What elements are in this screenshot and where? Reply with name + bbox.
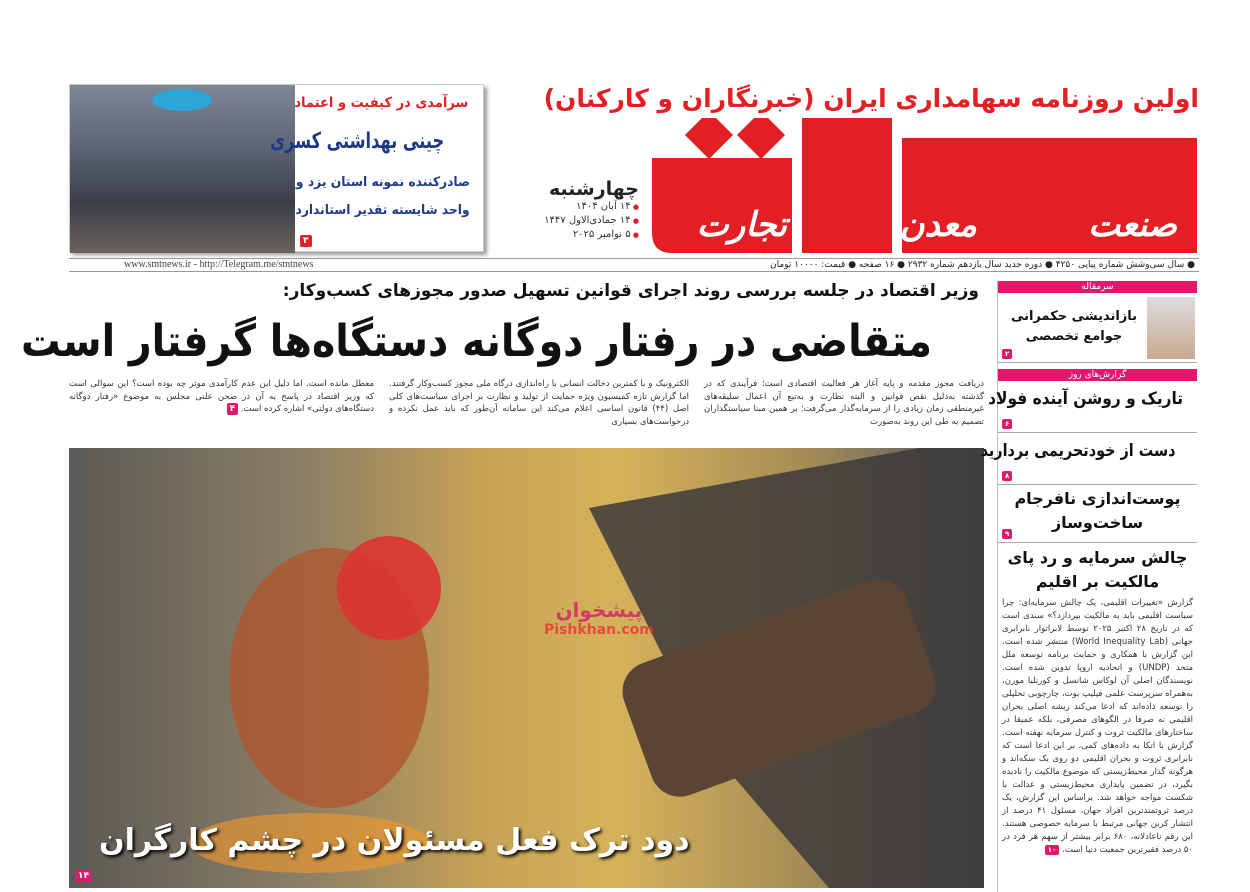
main-headline[interactable] <box>22 314 985 370</box>
report-item[interactable] <box>981 433 1198 485</box>
newspaper-logo <box>653 118 1198 253</box>
date-block <box>545 178 640 242</box>
photo-caption <box>100 822 700 860</box>
reports-label: گزارش‌های روز <box>999 369 1198 381</box>
ad-line <box>298 175 476 190</box>
report-title-text: تاریک و روشن آینده فولاد <box>988 389 1184 409</box>
ad-line-text: واحد شایسته تقدیر استاندارد <box>296 203 471 218</box>
watermark-url: Pishkhan.com <box>545 622 655 638</box>
main-headline-text: متقاضی در رفتار دوگانه دستگاه‌ها گرفتار است <box>22 316 934 367</box>
page-ref: ۱۰ <box>1046 845 1061 855</box>
sidebar <box>981 281 1198 892</box>
main-photo[interactable] <box>70 448 985 888</box>
page-ref: ۴ <box>228 403 240 415</box>
watermark <box>545 598 655 638</box>
editorial-label: سرمقاله <box>999 281 1198 293</box>
page-ref: ۳ <box>301 235 313 247</box>
ad-line <box>298 203 476 218</box>
logo-word: تجارت <box>697 205 788 245</box>
editorial-item[interactable] <box>999 293 1198 363</box>
watermark-text: پیشخوان <box>556 598 644 622</box>
masthead-tagline: اولین روزنامه سهامداری ایران (خبرنگاران و کارکنان) <box>544 84 1200 113</box>
page-ref: ۲ <box>1003 349 1013 359</box>
ad-kicker-text: سرآمدی در کیفیت و اعتماد <box>295 95 470 111</box>
brand-logo-icon <box>153 89 213 111</box>
weekday: چهارشنبه <box>549 178 640 200</box>
advertisement[interactable] <box>70 84 485 252</box>
photo-caption-text: دود ترک فعل مسئولان در چشم کارگران <box>100 823 691 858</box>
date-gregorian: ● ۵ نوامبر ۲۰۲۵ <box>545 228 640 242</box>
page-ref: ۶ <box>1003 419 1013 429</box>
report-title <box>981 441 1198 461</box>
website-link[interactable]: www.smtnews.ir - http://Telegram.me/smtnews <box>125 259 315 270</box>
report-item[interactable] <box>999 485 1198 543</box>
page-ref: ۹ <box>1003 529 1013 539</box>
ad-line-text: صادرکننده نمونه استان یزد و <box>297 175 472 190</box>
report-title-text: دست از خودتحریمی بردارید <box>981 441 1177 461</box>
ad-title-text: چینی بهداشتی کسری <box>270 129 445 154</box>
report-body-text: گزارش «تغییرات اقلیمی، یک چالش سرمایه‌ای: چرا سیاست اقلیمی باید به مالکیت بپردازد؟» سندی است که در تاریخ ۲۸ اکتبر ۲۰۲۵ توسط لابراتوار نابرابری جهانی (World Inequality Lab) منتشر شده است. این گزارش با همکاری و حمایت برنامه توسعه ملل متحد (UNDP) و اتحادیه اروپا تدوین شده است. نویسندگان اصلی آن لوکاس شانسل و کورنلیا مورن، به‌همراه سرپرست علمی فیلیپ بوت، چارچوبی تحلیلی را توسعه داده‌اند که ادعا می‌کند ریشه اصلی بحران اقلیمی نه صرفا در الگوهای مصرفی، بلکه عمیقا در ساختارهای مالکیت ثروت و کنترل سرمایه نهفته است. گزارش با اتکا به داده‌های کمی، بر این ادعا است که نابرابری ثروت و بحران اقلیمی دو روی یک سکه‌اند و هرگونه گذار محیط‌زیستی که موضوع مالکیت را نادیده بگیرد، در تضمین پایداری محیط‌زیستی و عدالت با شکست مواجه خواهد شد. براساس این گزارش، یک درصد ثروتمندترین افراد جهان، مسئول ۴۱ درصد از انتشار کربن جهانی مرتبط با سرمایه خصوصی هستند. این رقم ناعادلانه، ۶۸۰ برابر بیشتر از سهم هر فرد در ۵۰ درصد فقیرترین جمعیت دنیا است. <box>1003 598 1195 855</box>
report-title: پوست‌اندازی نافرجام ساخت‌وساز <box>1015 489 1182 532</box>
headline-kicker: وزیر اقتصاد در جلسه بررسی روند اجرای قوانین تسهیل صدور مجوزهای کسب‌و‌کار: <box>283 281 980 301</box>
logo-word: صنعت <box>1089 205 1178 245</box>
page-ref: ۱۴ <box>76 870 93 882</box>
editorial-title: بازاندیشی حکمرانی جوامع تخصصی <box>1011 309 1139 344</box>
issue-bar <box>70 258 1200 272</box>
report-feature-title[interactable]: چالش سرمایه و رد پای مالکیت بر اقلیم <box>1008 548 1189 591</box>
lead-column <box>70 378 375 416</box>
date-solar: ● ۱۴ آبان ۱۴۰۴ <box>545 200 640 214</box>
lead-text: معطل مانده است. اما دلیل این عدم کارآمدی موثر چه بوده است؟ این سوالی است که وزیر اقتصاد در پاسخ به آن در صحن علنی مجلس به موضوع «رفتار دوگانه دستگاه‌های دولتی» اشاره کرده است. <box>70 379 375 414</box>
lead-column: دریافت مجوز مقدمه و پایه آغاز هر فعالیت اقتصادی است؛ فرآیندی که در گذشته به‌دلیل نقص قوانین و البته نظارت و به‌تبع آن اعمال سلیقه‌های غیرمنطقی زمان زیادی را از سرمایه‌گذار می‌گرفت؛ بر همین مبنا سیاستگذاران تصمیم به طی این روند به‌صورت <box>705 379 985 427</box>
report-item[interactable] <box>988 381 1198 433</box>
ad-title <box>270 129 476 154</box>
ad-photo <box>71 85 296 253</box>
issue-info: ● سال سی‌وشش شماره پیاپی ۴۲۵۰ ● دوره جدید سال یازدهم شماره ۲۹۳۲ ● ۱۶ صفحه ● قیمت: ۱۰۰۰۰ تومان <box>771 260 1196 270</box>
page-ref: ۸ <box>1003 471 1013 481</box>
report-body <box>999 597 1198 857</box>
lead-column: الکترونیک و با کمترین دخالت انسانی با راه‌اندازی درگاه ملی مجوز کسب‌و‌کار گرفتند. اما گزارش تازه کمیسیون ویژه حمایت از تولید و نظارت بر اجرای سیاست‌های کلی اصل (۴۴) قانون اساسی اعلام می‌کند این سامانه آن‌طور که باید عمل نکرده و درخواست‌های بسیاری <box>390 379 690 427</box>
logo-word: معدن <box>900 205 978 245</box>
author-photo <box>1148 297 1196 359</box>
report-title <box>988 389 1198 409</box>
ad-kicker <box>295 95 476 111</box>
date-lunar: ● ۱۴ جمادی‌الاول ۱۴۴۷ <box>545 214 640 228</box>
